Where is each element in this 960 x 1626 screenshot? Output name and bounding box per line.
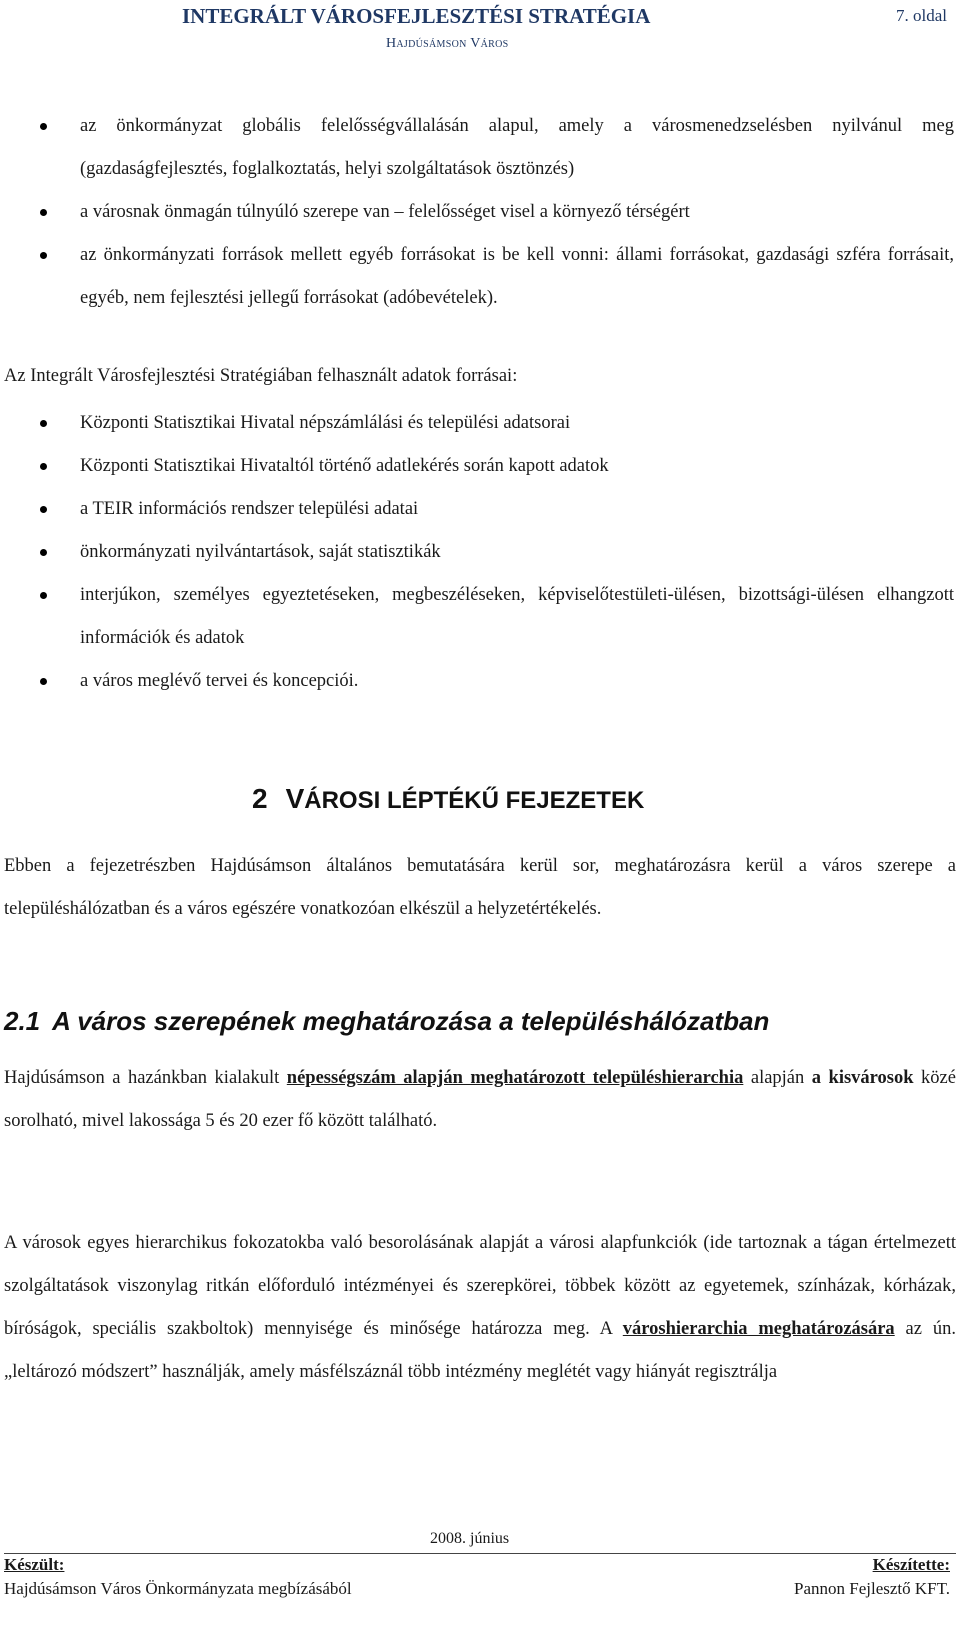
list-item: az önkormányzati források mellett egyéb forrásokat is be kell vonni: állami forrásokat, gazdasági szféra forrásait, egyéb, nem fejlesztési jellegű forrásokat (adóbevételek).: [0, 234, 960, 320]
list-item: a városnak önmagán túlnyúló szerepe van – felelősséget visel a környező térségért: [0, 191, 960, 234]
paragraph-text: alapján: [743, 1068, 812, 1088]
footer-prepared-label: Készült:: [4, 1555, 65, 1574]
footer-author-label: Készítette:: [872, 1555, 950, 1574]
document-header-subtitle: Hajdúsámson Város: [386, 36, 509, 51]
section-intro: Ebben a fejezetrészben Hajdúsámson általános bemutatására kerül sor, meghatározásra kerül a város szerepe a településhálózatban és a város egészére vonatkozóan elkészül a helyzetértékelés.: [4, 856, 956, 919]
bold-text: a kisvárosok: [811, 1068, 914, 1088]
list-item: Központi Statisztikai Hivataltól történő adatlekérés során kapott adatok: [0, 445, 960, 488]
list-item: a város meglévő tervei és koncepciói.: [0, 660, 960, 703]
subsection-heading: [4, 1006, 769, 1037]
paragraph-text: az ún. „leltározó módszert” használják, amely másfélszáznál több intézmény meglétét vagy hiányát regisztrálja: [4, 1319, 956, 1382]
section-title-initial: V: [285, 783, 305, 814]
footer-divider: [4, 1553, 956, 1554]
paragraph: [4, 1057, 956, 1143]
subsection-title: A város szerepének meghatározása a településhálózatban: [52, 1006, 770, 1036]
subsection-number: 2.1: [4, 1006, 41, 1036]
footer-date: 2008. június: [430, 1530, 510, 1547]
section-heading: [252, 783, 644, 815]
document-header-title: INTEGRÁLT VÁROSFEJLESZTÉSI STRATÉGIA: [182, 4, 651, 28]
footer-prepared-value: Hajdúsámson Város Önkormányzata megbízásából: [4, 1579, 352, 1598]
footer-author-value: Pannon Fejlesztő KFT.: [794, 1579, 950, 1598]
section-number: 2: [252, 783, 268, 814]
section-title: ÁROSI LÉPTÉKŰ FEJEZETEK: [304, 787, 645, 814]
principles-list: [0, 105, 960, 320]
list-item: interjúkon, személyes egyeztetéseken, megbeszéléseken, képviselőtestületi-ülésen, bizottsági-ülésen elhangzott információk és adatok: [0, 574, 960, 660]
paragraph: [4, 1222, 956, 1394]
paragraph-text: közé sorolható, mivel lakossága 5 és 20 ezer fő között található.: [4, 1068, 956, 1131]
paragraph-text: A városok egyes hierarchikus fokozatokba való besorolásának alapját a városi alapfunkciók (ide tartoznak a tágan értelmezett szolgáltatások viszonylag ritkán előforduló intézményei és szerepkörei, többek között az egyetemek, színházak, kórházak, bíróságok, speciális szakboltok) mennyisége és minősége határozza meg. A: [4, 1233, 956, 1339]
emphasis-text: népességszám alapján meghatározott településhierarchia: [286, 1068, 744, 1088]
paragraph-text: Hajdúsámson a hazánkban kialakult: [4, 1068, 287, 1088]
list-item: önkormányzati nyilvántartások, saját statisztikák: [0, 531, 960, 574]
data-sources-list: [0, 402, 960, 703]
sources-intro: Az Integrált Városfejlesztési Stratégiában felhasznált adatok forrásai:: [4, 366, 518, 386]
list-item: a TEIR információs rendszer települési adatai: [0, 488, 960, 531]
emphasis-text: városhierarchia meghatározására: [622, 1319, 895, 1339]
page-number: 7. oldal: [896, 6, 947, 25]
list-item: az önkormányzat globális felelősségvállalásán alapul, amely a városmenedzselésben nyilvánul meg (gazdaságfejlesztés, foglalkoztatás, helyi szolgáltatások ösztönzés): [0, 105, 960, 191]
list-item: Központi Statisztikai Hivatal népszámlálási és települési adatsorai: [0, 402, 960, 445]
